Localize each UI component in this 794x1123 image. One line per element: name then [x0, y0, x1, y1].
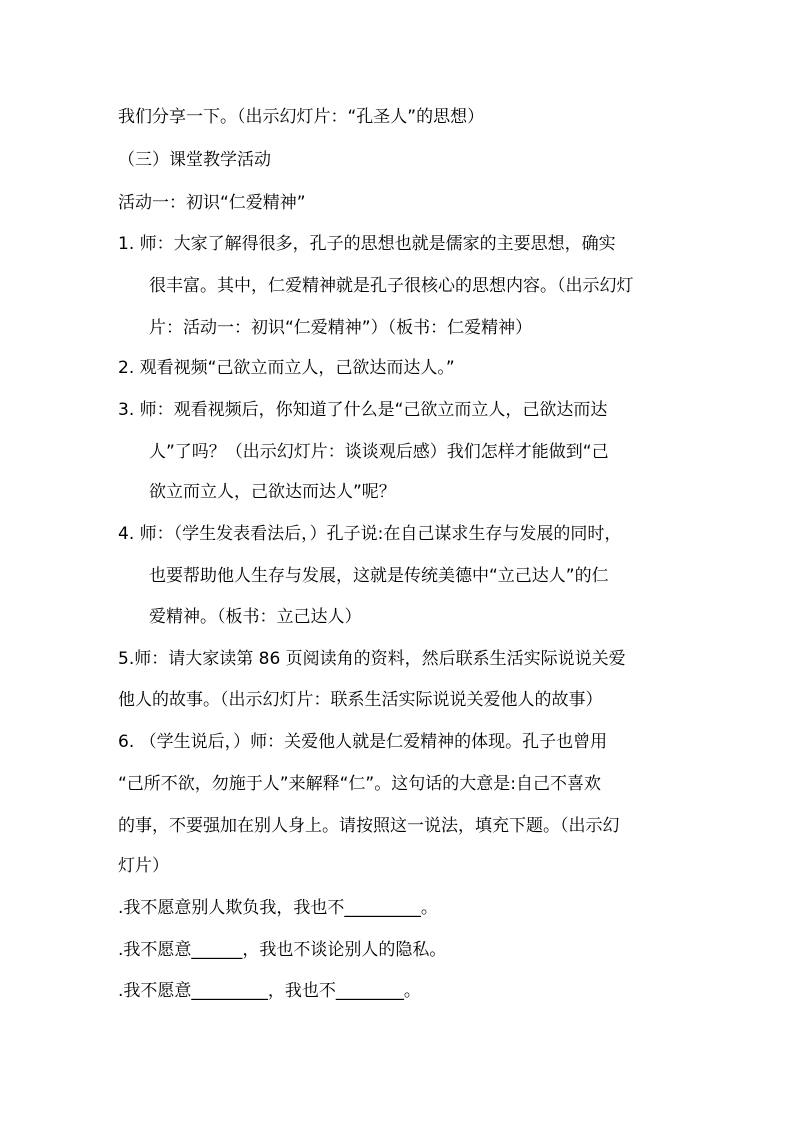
list-item-6-cont: 灯片）: [118, 856, 169, 876]
list-item-4-cont: 爱精神。（板书：立己达人）: [149, 607, 362, 627]
fill-blank-item: .我不愿意______，我也不谈论别人的隐私。: [118, 940, 447, 960]
list-item-2: 2. 观看视频“己欲立而立人，己欲达而达人。”: [118, 358, 455, 378]
section-heading: （三）课堂教学活动: [118, 150, 271, 170]
list-item-1: 1. 师：大家了解得很多，孔子的思想也就是儒家的主要思想，确实: [118, 234, 616, 254]
list-item-4: 4. 师：（学生发表看法后，）孔子说:在自己谋求生存与发展的同时，: [118, 524, 622, 544]
text-line: 我们分享一下。（出示幻灯片：“孔圣人”的思想）: [118, 107, 485, 127]
list-item-1-cont: 很丰富。其中，仁爱精神就是孔子很核心的思想内容。（出示幻灯: [149, 276, 634, 296]
fill-blank-item: .我不愿意别人欺负我，我也不_________。: [118, 898, 438, 918]
activity-heading: 活动一：初识“仁爱精神”: [118, 193, 306, 213]
list-item-6-cont: 的事，不要强加在别人身上。请按照这一说法，填充下题。（出示幻: [118, 816, 620, 836]
fill-blank-item: .我不愿意_________，我也不________。: [118, 981, 421, 1001]
list-item-6: 6. （学生说后，）师：关爱他人就是仁爱精神的体现。孔子也曾用: [118, 732, 608, 752]
list-item-3-cont: 人”了吗？（出示幻灯片：谈谈观后感）我们怎样才能做到“己: [149, 442, 609, 462]
list-item-5: 5.师：请大家读第 86 页阅读角的资料，然后联系生活实际说说关爱: [118, 649, 626, 669]
list-item-3-cont: 欲立而立人，己欲达而达人”呢？: [149, 482, 396, 502]
list-item-6-cont: “己所不欲，勿施于人”来解释“仁”。这句话的大意是:自己不喜欢: [118, 774, 601, 794]
list-item-3: 3. 师：观看视频后，你知道了什么是“己欲立而立人，己欲达而达: [118, 400, 608, 420]
list-item-1-cont: 片：活动一：初识“仁爱精神”）（板书：仁爱精神）: [149, 318, 533, 338]
list-item-5-cont: 他人的故事。（出示幻灯片：联系生活实际说说关爱他人的故事）: [118, 690, 603, 710]
list-item-4-cont: 也要帮助他人生存与发展，这就是传统美德中“立己达人”的仁: [149, 566, 609, 586]
